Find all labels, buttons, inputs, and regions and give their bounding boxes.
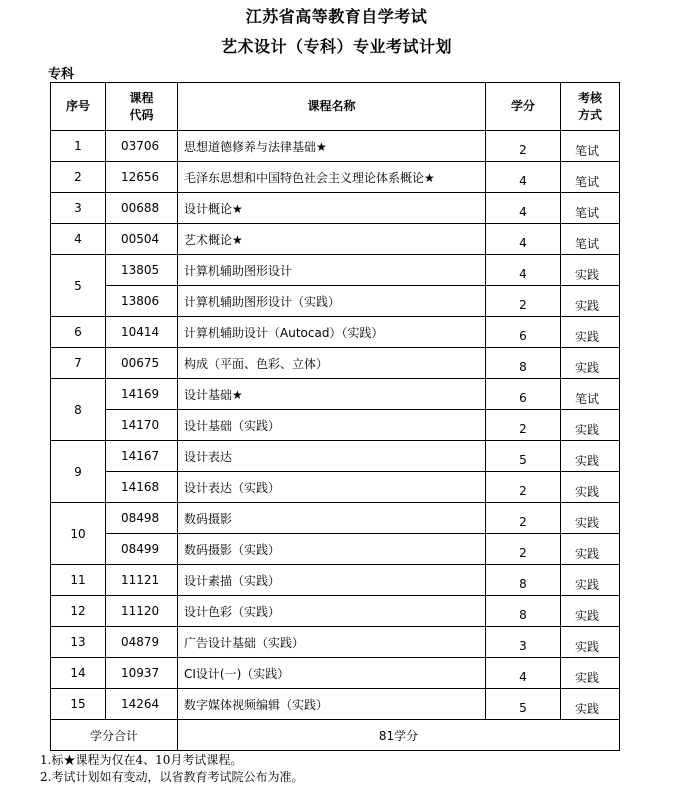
- row-no: 2: [51, 162, 106, 193]
- header-no: 序号: [51, 83, 106, 131]
- row-no: 5: [51, 255, 106, 317]
- row-name: 广告设计基础（实践）: [178, 627, 486, 658]
- row-name: 思想道德修养与法律基础★: [178, 131, 486, 162]
- row-code: 14170: [106, 410, 178, 441]
- total-row: [51, 720, 620, 751]
- header-credit: 学分: [486, 83, 561, 131]
- row-name: 数码摄影: [178, 503, 486, 534]
- document-title: 江苏省高等教育自学考试: [245, 7, 428, 26]
- row-no: 15: [51, 689, 106, 720]
- row-mode: 实践: [561, 596, 620, 627]
- table-row: [51, 689, 620, 720]
- row-code: 10937: [106, 658, 178, 689]
- row-mode: 实践: [561, 534, 620, 565]
- row-no: 14: [51, 658, 106, 689]
- row-code: 08499: [106, 534, 178, 565]
- row-no: 6: [51, 317, 106, 348]
- row-code: 00688: [106, 193, 178, 224]
- row-mode: 实践: [561, 627, 620, 658]
- row-credit: 4: [486, 193, 561, 224]
- total-value: 81学分: [178, 720, 620, 751]
- header-name: 课程名称: [178, 83, 486, 131]
- exam-plan-table: [50, 82, 620, 751]
- row-name: 设计基础★: [178, 379, 486, 410]
- row-mode: 笔试: [561, 224, 620, 255]
- row-credit: 4: [486, 658, 561, 689]
- row-mode: 实践: [561, 286, 620, 317]
- row-name: 设计素描（实践）: [178, 565, 486, 596]
- table-row: [51, 255, 620, 286]
- row-mode: 笔试: [561, 193, 620, 224]
- row-name: 毛泽东思想和中国特色社会主义理论体系概论★: [178, 162, 486, 193]
- row-mode: 实践: [561, 410, 620, 441]
- row-credit: 2: [486, 131, 561, 162]
- row-credit: 4: [486, 224, 561, 255]
- row-code: 00504: [106, 224, 178, 255]
- row-credit: 3: [486, 627, 561, 658]
- row-credit: 5: [486, 441, 561, 472]
- table-row: [51, 193, 620, 224]
- row-name: 计算机辅助图形设计: [178, 255, 486, 286]
- row-code: 08498: [106, 503, 178, 534]
- row-name: 构成（平面、色彩、立体）: [178, 348, 486, 379]
- row-name: 数字媒体视频编辑（实践）: [178, 689, 486, 720]
- row-code: 13806: [106, 286, 178, 317]
- table-row: [51, 286, 620, 317]
- table-row: [51, 410, 620, 441]
- table-row: [51, 503, 620, 534]
- row-name: 设计表达（实践）: [178, 472, 486, 503]
- row-code: 14168: [106, 472, 178, 503]
- row-credit: 2: [486, 534, 561, 565]
- row-no: 13: [51, 627, 106, 658]
- total-label: 学分合计: [51, 720, 178, 751]
- row-credit: 8: [486, 348, 561, 379]
- row-credit: 2: [486, 472, 561, 503]
- table-row: [51, 534, 620, 565]
- row-mode: 实践: [561, 658, 620, 689]
- row-code: 04879: [106, 627, 178, 658]
- row-code: 14264: [106, 689, 178, 720]
- row-mode: 实践: [561, 348, 620, 379]
- row-no: 10: [51, 503, 106, 565]
- table-row: [51, 658, 620, 689]
- row-mode: 实践: [561, 503, 620, 534]
- row-mode: 实践: [561, 317, 620, 348]
- row-credit: 6: [486, 317, 561, 348]
- row-credit: 2: [486, 410, 561, 441]
- table-row: [51, 131, 620, 162]
- row-mode: 笔试: [561, 131, 620, 162]
- row-credit: 4: [486, 255, 561, 286]
- table-row: [51, 379, 620, 410]
- row-mode: 实践: [561, 255, 620, 286]
- row-no: 8: [51, 379, 106, 441]
- row-credit: 5: [486, 689, 561, 720]
- row-no: 1: [51, 131, 106, 162]
- table-row: [51, 596, 620, 627]
- row-code: 12656: [106, 162, 178, 193]
- row-no: 12: [51, 596, 106, 627]
- row-name: 设计基础（实践）: [178, 410, 486, 441]
- row-code: 10414: [106, 317, 178, 348]
- row-mode: 笔试: [561, 162, 620, 193]
- row-code: 14167: [106, 441, 178, 472]
- row-no: 9: [51, 441, 106, 503]
- table-row: [51, 348, 620, 379]
- document-subtitle: 艺术设计（专科）专业考试计划: [220, 37, 452, 56]
- table-row: [51, 317, 620, 348]
- row-name: 艺术概论★: [178, 224, 486, 255]
- row-name: 设计概论★: [178, 193, 486, 224]
- row-name: 计算机辅助图形设计（实践）: [178, 286, 486, 317]
- row-mode: 笔试: [561, 379, 620, 410]
- row-no: 3: [51, 193, 106, 224]
- table-row: [51, 441, 620, 472]
- footnotes: [40, 752, 303, 786]
- row-credit: 8: [486, 596, 561, 627]
- row-credit: 4: [486, 162, 561, 193]
- row-credit: 6: [486, 379, 561, 410]
- footnote-2: 2.考试计划如有变动，以省教育考试院公布为准。: [40, 770, 304, 784]
- row-credit: 8: [486, 565, 561, 596]
- footnote-1: 1.标★课程为仅在4、10月考试课程。: [40, 753, 243, 767]
- table-header-row: [51, 83, 620, 131]
- header-mode: 考核 方式: [561, 83, 620, 131]
- row-credit: 2: [486, 503, 561, 534]
- level-label: 专科: [48, 67, 75, 82]
- row-no: 7: [51, 348, 106, 379]
- row-name: 设计表达: [178, 441, 486, 472]
- row-code: 00675: [106, 348, 178, 379]
- row-code: 14169: [106, 379, 178, 410]
- row-mode: 实践: [561, 472, 620, 503]
- row-mode: 实践: [561, 689, 620, 720]
- table-row: [51, 472, 620, 503]
- row-name: 设计色彩（实践）: [178, 596, 486, 627]
- header-code: 课程 代码: [106, 83, 178, 131]
- row-no: 11: [51, 565, 106, 596]
- row-code: 11120: [106, 596, 178, 627]
- table-row: [51, 565, 620, 596]
- row-credit: 2: [486, 286, 561, 317]
- row-mode: 实践: [561, 565, 620, 596]
- row-code: 11121: [106, 565, 178, 596]
- table-row: [51, 627, 620, 658]
- row-no: 4: [51, 224, 106, 255]
- row-name: 计算机辅助设计（Autocad）（实践）: [178, 317, 486, 348]
- row-name: 数码摄影（实践）: [178, 534, 486, 565]
- table-row: [51, 162, 620, 193]
- row-code: 13805: [106, 255, 178, 286]
- row-name: CI设计(一)（实践）: [178, 658, 486, 689]
- table-row: [51, 224, 620, 255]
- row-mode: 实践: [561, 441, 620, 472]
- row-code: 03706: [106, 131, 178, 162]
